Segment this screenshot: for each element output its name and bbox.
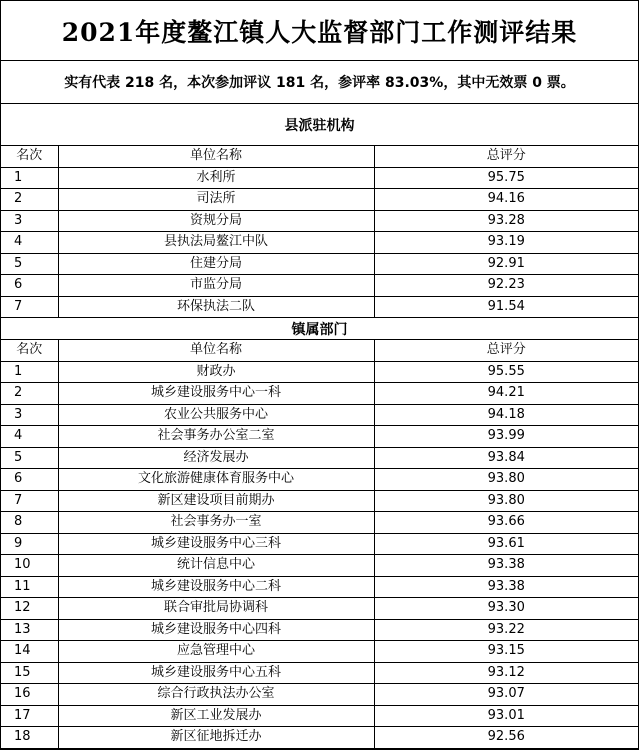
unit-name-cell: 社会事务办一室: [58, 512, 374, 534]
rank-cell: 14: [1, 641, 58, 663]
score-cell: 94.16: [374, 189, 638, 211]
score-cell: 95.75: [374, 167, 638, 189]
table-row: [1, 361, 638, 383]
column-header-score: 总评分: [374, 146, 638, 167]
unit-name-cell: 资规分局: [58, 210, 374, 232]
rank-cell: 3: [1, 210, 58, 232]
unit-name-cell: 城乡建设服务中心三科: [58, 533, 374, 555]
table-body: [1, 340, 638, 748]
unit-name-cell: 综合行政执法办公室: [58, 684, 374, 706]
score-cell: 94.21: [374, 383, 638, 405]
column-header-name: 单位名称: [58, 340, 374, 361]
rank-cell: 9: [1, 533, 58, 555]
unit-name-cell: 应急管理中心: [58, 641, 374, 663]
unit-name-cell: 统计信息中心: [58, 555, 374, 577]
column-header-rank: 名次: [1, 146, 58, 167]
page-title: 2021年度鳌江镇人大监督部门工作测评结果: [1, 1, 638, 61]
unit-name-cell: 司法所: [58, 189, 374, 211]
table-row: [1, 210, 638, 232]
unit-name-cell: 水利所: [58, 167, 374, 189]
table-row: [1, 641, 638, 663]
table-row: [1, 253, 638, 275]
unit-name-cell: 新区建设项目前期办: [58, 490, 374, 512]
rank-cell: 15: [1, 662, 58, 684]
results-table-county: [1, 146, 638, 318]
table-row: [1, 426, 638, 448]
unit-name-cell: 城乡建设服务中心二科: [58, 576, 374, 598]
table-row: [1, 167, 638, 189]
rank-cell: 17: [1, 705, 58, 727]
table-row: [1, 469, 638, 491]
unit-name-cell: 城乡建设服务中心五科: [58, 662, 374, 684]
score-cell: 93.38: [374, 555, 638, 577]
table-header-row: [1, 340, 638, 361]
table-row: [1, 296, 638, 318]
rank-cell: 5: [1, 447, 58, 469]
rank-cell: 4: [1, 232, 58, 254]
table-row: [1, 598, 638, 620]
rank-cell: 7: [1, 490, 58, 512]
rank-cell: 10: [1, 555, 58, 577]
score-cell: 93.99: [374, 426, 638, 448]
score-cell: 93.30: [374, 598, 638, 620]
score-cell: 95.55: [374, 361, 638, 383]
rank-cell: 3: [1, 404, 58, 426]
table-header-row: [1, 146, 638, 167]
table-row: [1, 383, 638, 405]
score-cell: 92.56: [374, 727, 638, 749]
score-cell: 94.18: [374, 404, 638, 426]
rank-cell: 1: [1, 167, 58, 189]
unit-name-cell: 县执法局鳌江中队: [58, 232, 374, 254]
score-cell: 93.01: [374, 705, 638, 727]
unit-name-cell: 社会事务办公室二室: [58, 426, 374, 448]
rank-cell: 13: [1, 619, 58, 641]
table-row: [1, 189, 638, 211]
score-cell: 93.80: [374, 490, 638, 512]
table-row: [1, 576, 638, 598]
unit-name-cell: 住建分局: [58, 253, 374, 275]
score-cell: 93.12: [374, 662, 638, 684]
score-cell: 93.84: [374, 447, 638, 469]
rank-cell: 6: [1, 469, 58, 491]
table-row: [1, 275, 638, 297]
table-row: [1, 232, 638, 254]
score-cell: 93.61: [374, 533, 638, 555]
table-row: [1, 533, 638, 555]
rank-cell: 4: [1, 426, 58, 448]
rank-cell: 5: [1, 253, 58, 275]
table-row: [1, 490, 638, 512]
score-cell: 93.19: [374, 232, 638, 254]
table-row: [1, 705, 638, 727]
unit-name-cell: 联合审批局协调科: [58, 598, 374, 620]
unit-name-cell: 城乡建设服务中心四科: [58, 619, 374, 641]
unit-name-cell: 市监分局: [58, 275, 374, 297]
unit-name-cell: 环保执法二队: [58, 296, 374, 318]
score-cell: 91.54: [374, 296, 638, 318]
score-cell: 93.66: [374, 512, 638, 534]
table-body: [1, 146, 638, 318]
column-header-score: 总评分: [374, 340, 638, 361]
results-table-town: [1, 340, 638, 749]
rank-cell: 6: [1, 275, 58, 297]
vote-summary: 实有代表 218 名，本次参加评议 181 名，参评率 83.03%，其中无效票 0 票。: [1, 61, 638, 104]
table-row: [1, 727, 638, 749]
unit-name-cell: 文化旅游健康体育服务中心: [58, 469, 374, 491]
score-cell: 93.15: [374, 641, 638, 663]
rank-cell: 1: [1, 361, 58, 383]
score-cell: 93.07: [374, 684, 638, 706]
score-cell: 93.38: [374, 576, 638, 598]
unit-name-cell: 城乡建设服务中心一科: [58, 383, 374, 405]
section-title-county: 县派驻机构: [1, 104, 638, 146]
score-cell: 93.28: [374, 210, 638, 232]
unit-name-cell: 财政办: [58, 361, 374, 383]
unit-name-cell: 新区征地拆迁办: [58, 727, 374, 749]
column-header-rank: 名次: [1, 340, 58, 361]
section-title-town: 镇属部门: [1, 318, 638, 340]
rank-cell: 2: [1, 383, 58, 405]
unit-name-cell: 新区工业发展办: [58, 705, 374, 727]
rank-cell: 11: [1, 576, 58, 598]
score-cell: 92.23: [374, 275, 638, 297]
table-row: [1, 662, 638, 684]
table-row: [1, 404, 638, 426]
unit-name-cell: 经济发展办: [58, 447, 374, 469]
rank-cell: 18: [1, 727, 58, 749]
score-cell: 92.91: [374, 253, 638, 275]
table-row: [1, 619, 638, 641]
rank-cell: 7: [1, 296, 58, 318]
rank-cell: 2: [1, 189, 58, 211]
column-header-name: 单位名称: [58, 146, 374, 167]
rank-cell: 16: [1, 684, 58, 706]
unit-name-cell: 农业公共服务中心: [58, 404, 374, 426]
rank-cell: 12: [1, 598, 58, 620]
table-row: [1, 555, 638, 577]
table-row: [1, 512, 638, 534]
rank-cell: 8: [1, 512, 58, 534]
score-cell: 93.80: [374, 469, 638, 491]
score-cell: 93.22: [374, 619, 638, 641]
table-row: [1, 447, 638, 469]
table-row: [1, 684, 638, 706]
